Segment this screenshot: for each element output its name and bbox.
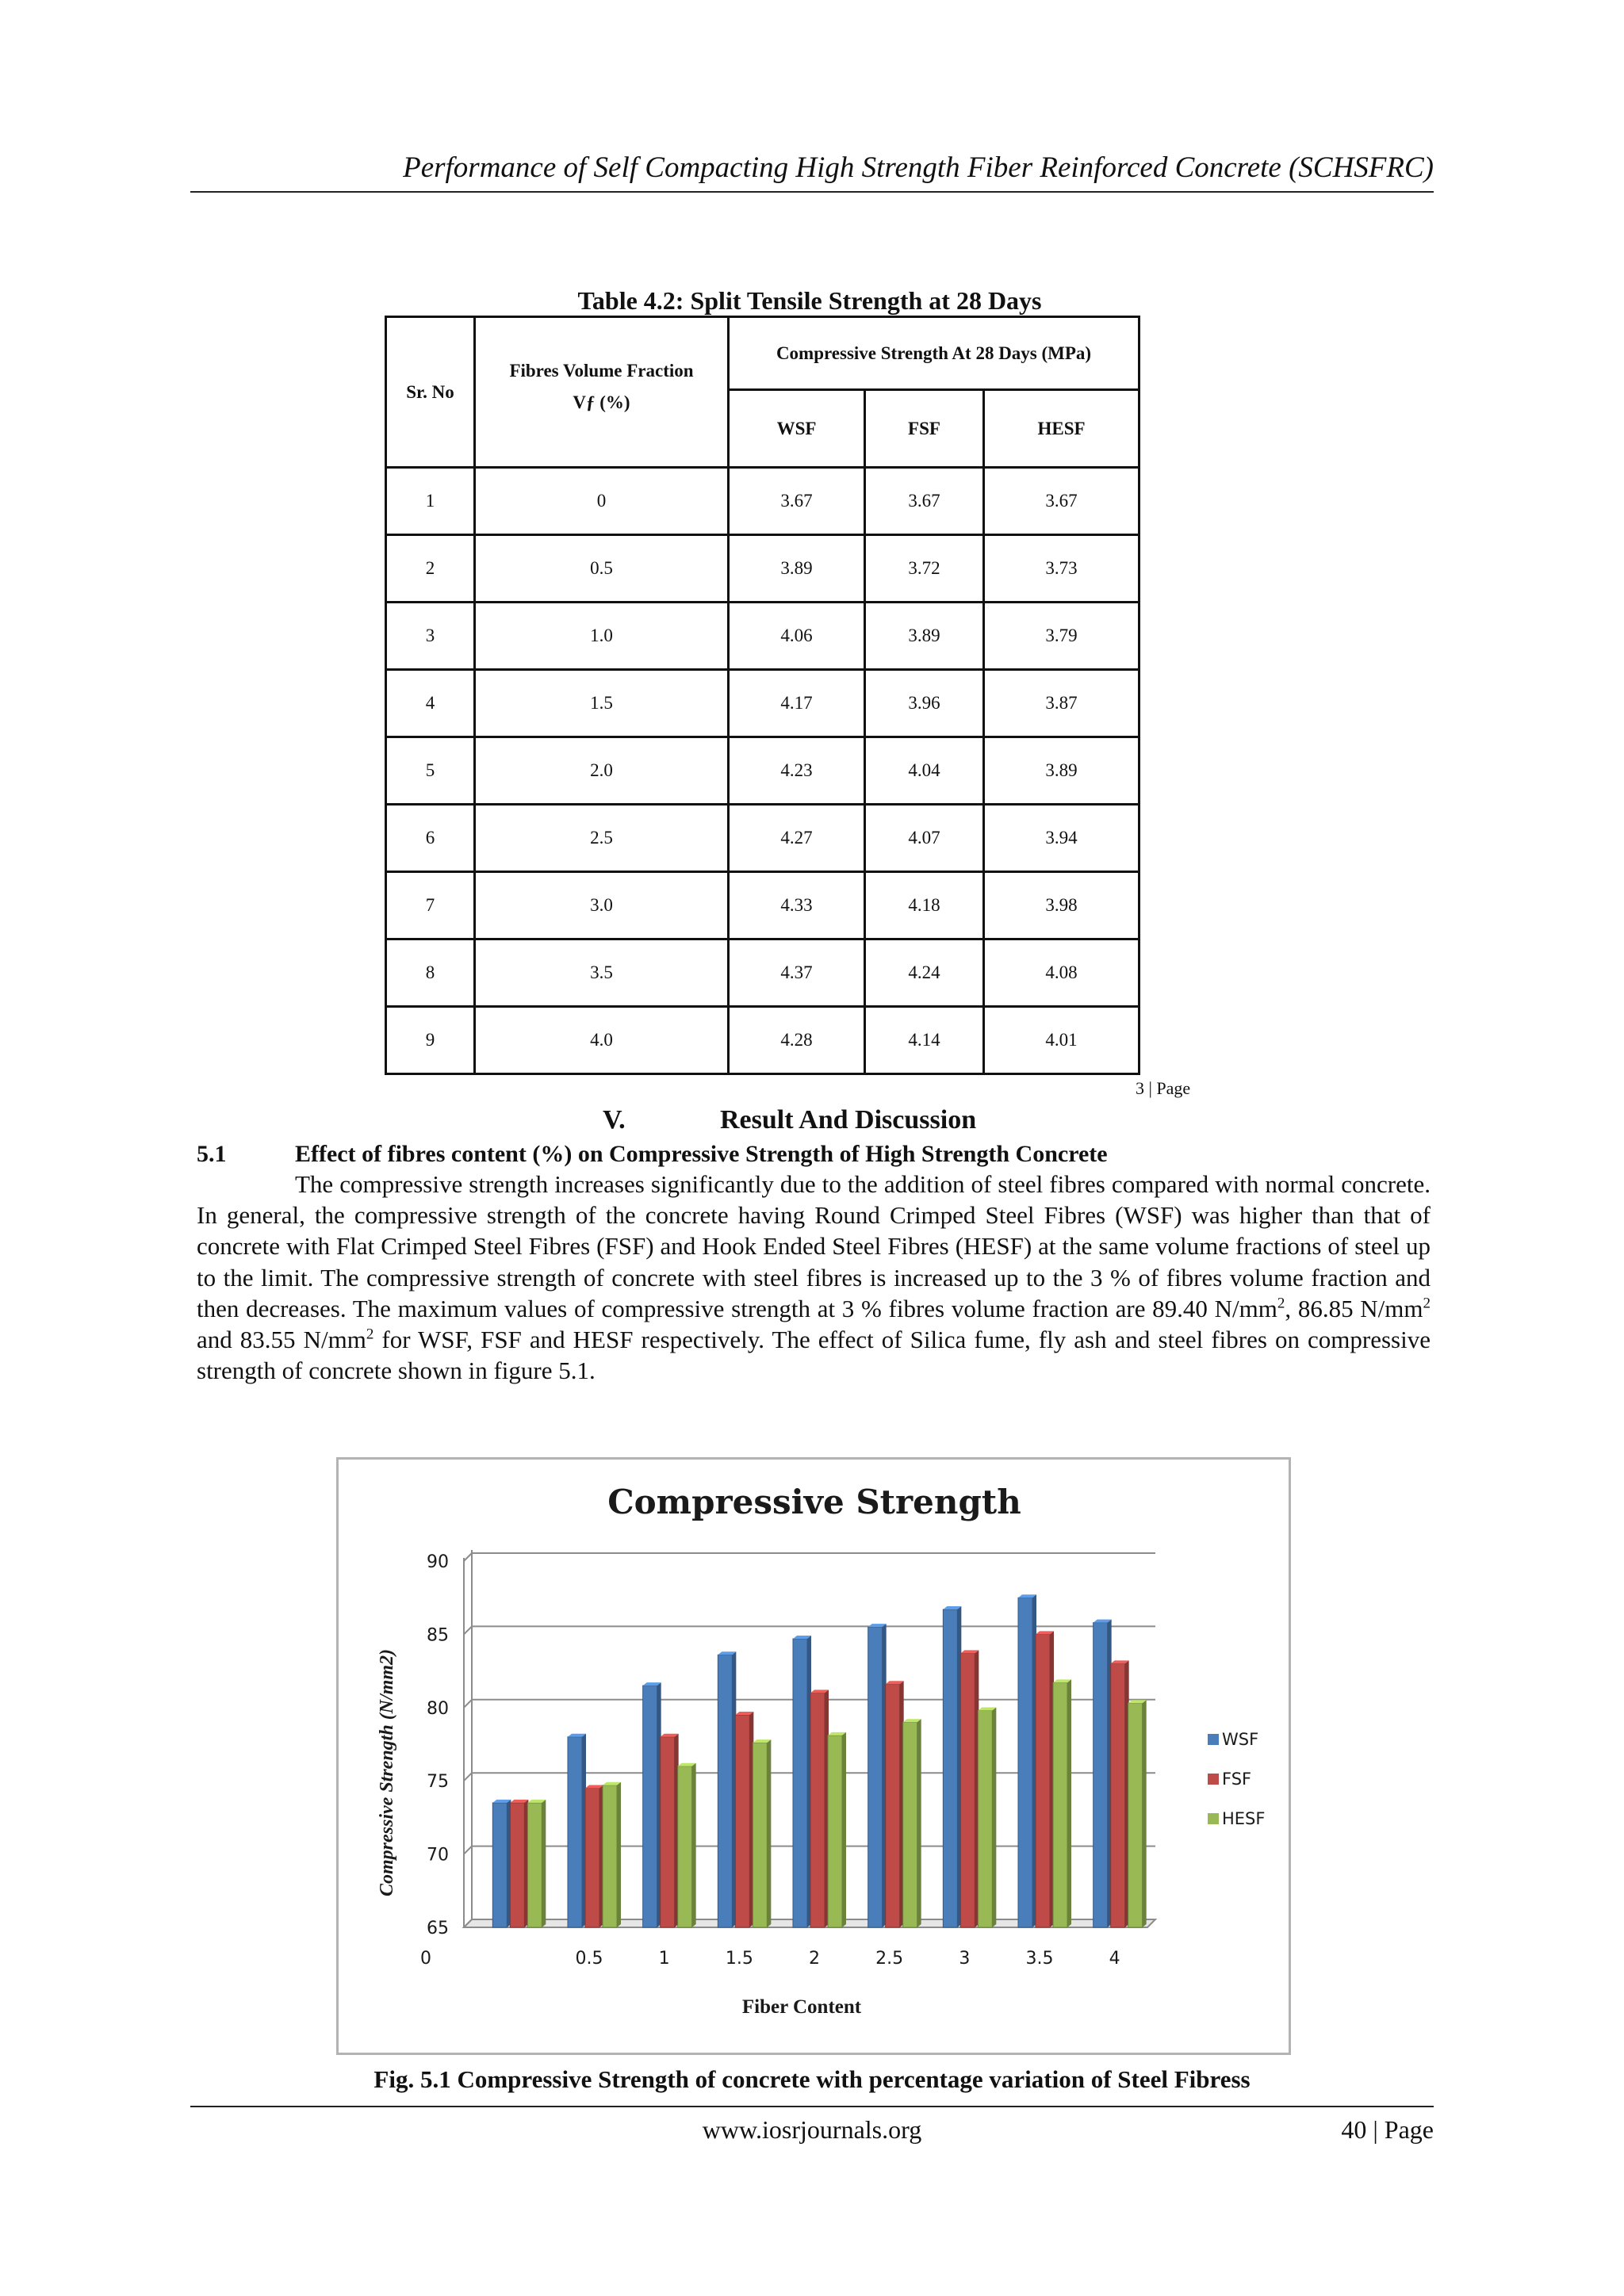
cell-sr: 3 xyxy=(386,603,475,670)
cell-wsf: 4.37 xyxy=(729,939,865,1007)
bar-hesf xyxy=(828,1732,846,1927)
bar-wsf xyxy=(492,1800,511,1927)
table-row xyxy=(386,468,1139,535)
body-paragraph: The compressive strength increases significantly due to the addition of steel fibres compared with normal concrete. In general, the compressive strength of the concrete having Round Crimped Steel Fibres (WSF) was higher than that of concrete with Flat Crimped Steel Fibres (FSF) and Hook Ended Steel Fibres (HESF) at the same volume fractions of steel up to the limit. The compressive strength of concrete with steel fibres is increased up to the 3 % of fibres volume fraction and then decreases. The maximum values of compressive strength at 3 % fibres volume fraction are 89.40 $N/mm^2$, 86.85 $N/mm^2$ and 83.55 $N/mm^2$ for WSF, FSF and HESF respectively. The effect of Silica fume, fly ash and steel fibres on compressive strength of concrete shown in figure 5.1. xyxy=(197,1170,1431,1385)
chart-title: Compressive Strength xyxy=(607,1483,1021,1521)
superscript: 2 xyxy=(1423,1295,1431,1312)
subsection-title: Effect of fibres content (%) on Compressive Strength of High Strength Concrete xyxy=(295,1141,1108,1167)
column-header-sr-no: Sr. No xyxy=(386,317,475,468)
y-tick-label: 65 xyxy=(427,1919,449,1938)
cell-sr: 5 xyxy=(386,737,475,805)
compressive-strength-chart xyxy=(336,1457,1291,2055)
table-row xyxy=(386,939,1139,1007)
y-tick-label: 90 xyxy=(427,1552,449,1572)
gridline-depth xyxy=(464,1553,472,1561)
cell-sr: 2 xyxy=(386,535,475,603)
column-group-compressive-strength: Compressive Strength At 28 Days (MPa) xyxy=(729,317,1139,390)
bar-hesf xyxy=(1128,1700,1147,1927)
cell-wsf: 3.67 xyxy=(729,468,865,535)
table-row xyxy=(386,1007,1139,1074)
legend-label: WSF xyxy=(1222,1730,1259,1749)
cell-fsf: 3.72 xyxy=(865,535,984,603)
cell-fsf: 4.04 xyxy=(865,737,984,805)
legend-label: HESF xyxy=(1222,1809,1266,1828)
cell-fsf: 4.24 xyxy=(865,939,984,1007)
x-tick-label: 2 xyxy=(809,1949,820,1969)
cell-sr: 6 xyxy=(386,805,475,872)
x-tick-label: 4 xyxy=(1109,1949,1120,1969)
legend-swatch xyxy=(1208,1813,1219,1824)
cell-vf: 0 xyxy=(475,468,729,535)
split-tensile-table xyxy=(385,316,1140,1075)
cell-sr: 1 xyxy=(386,468,475,535)
cell-fsf: 4.18 xyxy=(865,872,984,939)
bar-fsf xyxy=(585,1785,603,1927)
table-row xyxy=(386,805,1139,872)
cell-hesf: 3.79 xyxy=(984,603,1139,670)
page-mark: 3 | Page xyxy=(1136,1078,1191,1098)
bar-fsf xyxy=(1111,1660,1129,1927)
legend-item-fsf xyxy=(1208,1770,1251,1789)
column-header-volume-fraction xyxy=(475,317,729,468)
bar-fsf xyxy=(661,1734,679,1927)
bar-wsf xyxy=(718,1651,736,1927)
cell-fsf: 4.14 xyxy=(865,1007,984,1074)
footer-url: www.iosrjournals.org xyxy=(702,2115,922,2144)
cell-wsf: 4.23 xyxy=(729,737,865,805)
cell-vf: 4.0 xyxy=(475,1007,729,1074)
cell-fsf: 3.89 xyxy=(865,603,984,670)
cell-hesf: 3.89 xyxy=(984,737,1139,805)
x-tick-label: 1 xyxy=(658,1949,670,1969)
chart-canvas xyxy=(339,1460,1289,2053)
section-number: V. xyxy=(603,1105,626,1135)
legend-item-hesf xyxy=(1208,1809,1265,1828)
table-row xyxy=(386,872,1139,939)
bar-wsf xyxy=(643,1682,661,1927)
cell-vf: 3.5 xyxy=(475,939,729,1007)
cell-sr: 8 xyxy=(386,939,475,1007)
x-tick-label: 3.5 xyxy=(1025,1949,1054,1969)
bar-wsf xyxy=(943,1606,961,1927)
cell-fsf: 3.96 xyxy=(865,670,984,737)
vf-header-line1: Fibres Volume Fraction xyxy=(509,360,694,381)
x-tick-label: 2.5 xyxy=(875,1949,904,1969)
cell-vf: 2.0 xyxy=(475,737,729,805)
x-tick-label: 0 xyxy=(420,1949,431,1969)
column-header-wsf: WSF xyxy=(729,390,865,468)
legend-label: FSF xyxy=(1222,1770,1252,1789)
cell-hesf: 3.73 xyxy=(984,535,1139,603)
bar-fsf xyxy=(810,1689,829,1927)
y-tick-label: 80 xyxy=(427,1698,449,1719)
footer-page-number: 40 | Page xyxy=(1341,2115,1434,2144)
table-row xyxy=(386,535,1139,603)
bar-hesf xyxy=(678,1763,696,1927)
x-tick-label: 3 xyxy=(959,1949,971,1969)
cell-vf: 1.5 xyxy=(475,670,729,737)
bar-hesf xyxy=(603,1782,621,1927)
cell-hesf: 3.98 xyxy=(984,872,1139,939)
cell-wsf: 3.89 xyxy=(729,535,865,603)
cell-hesf: 4.01 xyxy=(984,1007,1139,1074)
cell-wsf: 4.33 xyxy=(729,872,865,939)
cell-fsf: 4.07 xyxy=(865,805,984,872)
cell-hesf: 4.08 xyxy=(984,939,1139,1007)
cell-vf: 2.5 xyxy=(475,805,729,872)
bar-fsf xyxy=(886,1681,904,1927)
cell-fsf: 3.67 xyxy=(865,468,984,535)
cell-sr: 7 xyxy=(386,872,475,939)
bar-hesf xyxy=(1053,1679,1071,1927)
bar-wsf xyxy=(793,1636,811,1927)
cell-wsf: 4.27 xyxy=(729,805,865,872)
gridline-depth xyxy=(464,1846,472,1854)
x-axis-label: Fiber Content xyxy=(741,1996,862,2018)
superscript: 2 xyxy=(366,1326,374,1343)
cell-wsf: 4.06 xyxy=(729,603,865,670)
running-title: Performance of Self Compacting High Strength Fiber Reinforced Concrete (SCHSFRC) xyxy=(403,151,1434,184)
bar-hesf xyxy=(903,1719,921,1927)
superscript: 2 xyxy=(1277,1295,1285,1312)
table-title: Table 4.2: Split Tensile Strength at 28 Days xyxy=(577,286,1042,315)
bar-hesf xyxy=(753,1739,771,1927)
bar-wsf xyxy=(868,1624,887,1927)
column-header-hesf: HESF xyxy=(984,390,1139,468)
table-row xyxy=(386,670,1139,737)
table-row xyxy=(386,737,1139,805)
footer-rule xyxy=(190,2106,1434,2107)
cell-hesf: 3.87 xyxy=(984,670,1139,737)
figure-caption: Fig. 5.1 Compressive Strength of concrete with percentage variation of Steel Fibress xyxy=(373,2065,1251,2093)
section-title: Result And Discussion xyxy=(720,1105,977,1135)
legend-swatch xyxy=(1208,1734,1219,1745)
cell-hesf: 3.94 xyxy=(984,805,1139,872)
vf-header-line2: Vƒ (%) xyxy=(573,392,630,412)
cell-sr: 4 xyxy=(386,670,475,737)
table-row xyxy=(386,603,1139,670)
cell-vf: 1.0 xyxy=(475,603,729,670)
cell-wsf: 4.17 xyxy=(729,670,865,737)
header-rule xyxy=(190,191,1434,193)
bar-fsf xyxy=(735,1712,753,1927)
bar-wsf xyxy=(1018,1594,1036,1927)
cell-hesf: 3.67 xyxy=(984,468,1139,535)
x-tick-label: 0.5 xyxy=(575,1949,603,1969)
bar-fsf xyxy=(510,1800,528,1927)
x-tick-label: 1.5 xyxy=(725,1949,753,1969)
gridline-depth xyxy=(464,1700,472,1708)
subsection-number: 5.1 xyxy=(197,1141,227,1167)
column-header-fsf: FSF xyxy=(865,390,984,468)
bar-wsf xyxy=(568,1734,586,1927)
bar-hesf xyxy=(978,1707,996,1927)
legend-item-wsf xyxy=(1208,1730,1258,1749)
y-tick-label: 75 xyxy=(427,1772,449,1793)
cell-sr: 9 xyxy=(386,1007,475,1074)
bar-wsf xyxy=(1094,1620,1112,1927)
bar-fsf xyxy=(1036,1631,1054,1927)
y-axis-label: Compressive Strength (N/mm2) xyxy=(377,1648,397,1897)
cell-vf: 3.0 xyxy=(475,872,729,939)
legend-swatch xyxy=(1208,1774,1219,1785)
gridline-depth xyxy=(464,1626,472,1634)
y-tick-label: 70 xyxy=(427,1845,449,1866)
cell-wsf: 4.28 xyxy=(729,1007,865,1074)
gridline-depth xyxy=(464,1773,472,1781)
bar-hesf xyxy=(527,1800,546,1927)
bar-fsf xyxy=(960,1650,979,1927)
y-tick-label: 85 xyxy=(427,1625,449,1646)
cell-vf: 0.5 xyxy=(475,535,729,603)
